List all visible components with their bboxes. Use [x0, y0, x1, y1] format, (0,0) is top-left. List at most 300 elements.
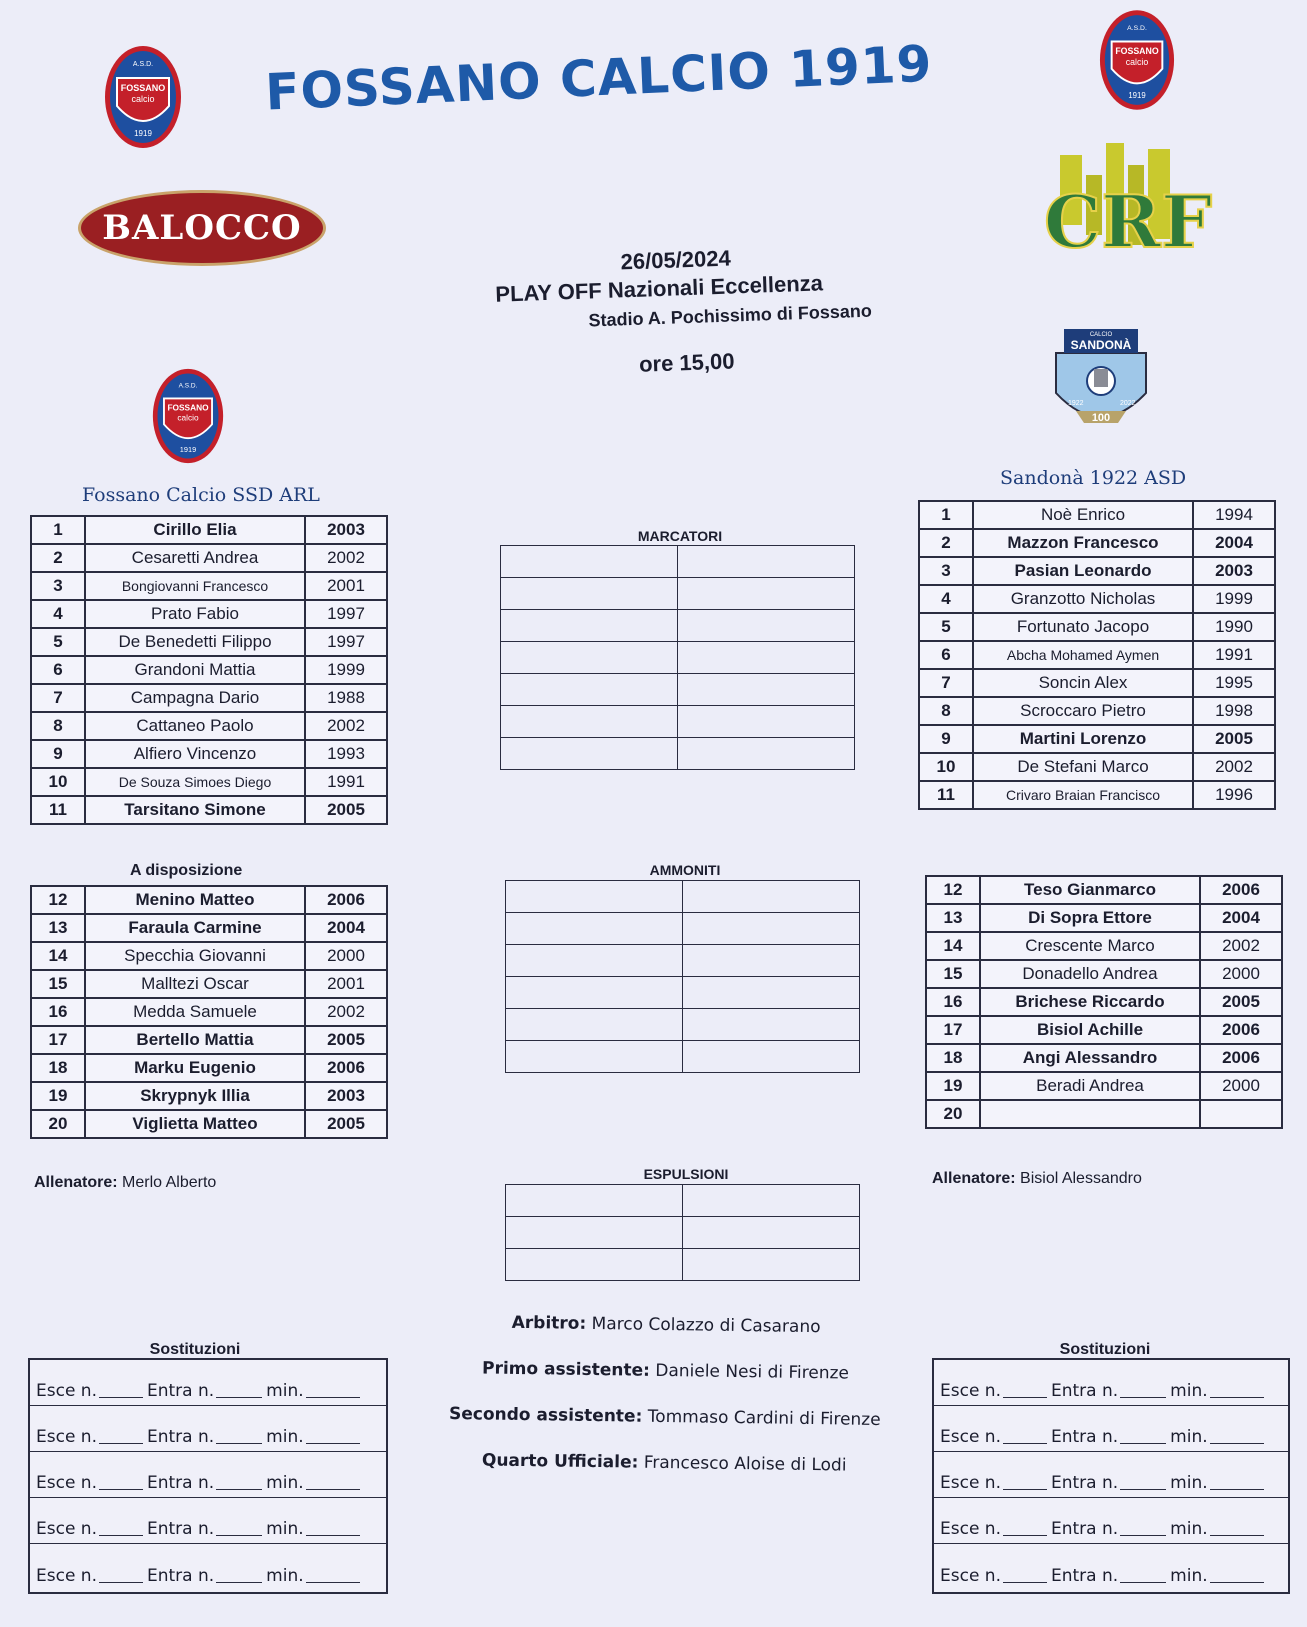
- player-name: Bongiovanni Francesco: [85, 572, 305, 600]
- ammoniti-grid: [505, 880, 860, 1073]
- grid-cell[interactable]: [501, 578, 678, 610]
- player-year: 2002: [1200, 932, 1282, 960]
- player-number: 9: [31, 740, 85, 768]
- grid-cell[interactable]: [678, 642, 855, 674]
- player-name: Tarsitano Simone: [85, 796, 305, 824]
- fill-in-blank[interactable]: [1210, 1581, 1264, 1583]
- player-number: 2: [31, 544, 85, 572]
- player-name: Prato Fabio: [85, 600, 305, 628]
- player-name: Martini Lorenzo: [973, 725, 1193, 753]
- player-number: 19: [31, 1082, 85, 1110]
- fill-in-blank[interactable]: [306, 1396, 360, 1398]
- player-year: 2005: [305, 1110, 387, 1138]
- table-row: [919, 557, 1275, 585]
- home-coach-label: Allenatore:: [34, 1174, 118, 1191]
- grid-cell[interactable]: [678, 674, 855, 706]
- grid-cell[interactable]: [678, 546, 855, 578]
- player-number: 10: [31, 768, 85, 796]
- table-row: [31, 656, 387, 684]
- player-year: 1995: [1193, 669, 1275, 697]
- player-name: Cirillo Elia: [85, 516, 305, 544]
- away-coach-label: Allenatore:: [932, 1170, 1016, 1187]
- player-name: Skrypnyk Illia: [85, 1082, 305, 1110]
- official-name: Francesco Aloise di Lodi: [643, 1452, 847, 1476]
- player-number: 12: [31, 886, 85, 914]
- table-row: [31, 1026, 387, 1054]
- player-number: 18: [926, 1044, 980, 1072]
- player-name: Mazzon Francesco: [973, 529, 1193, 557]
- min-label: min.: [266, 1473, 304, 1493]
- fill-in-blank[interactable]: [1120, 1534, 1166, 1536]
- grid-row: [501, 610, 855, 642]
- player-year: 2006: [305, 886, 387, 914]
- min-label: min.: [266, 1519, 304, 1539]
- fill-in-blank[interactable]: [216, 1581, 262, 1583]
- table-row: [919, 585, 1275, 613]
- grid-row: [506, 1217, 860, 1249]
- player-year: 1996: [1193, 781, 1275, 809]
- player-year: 2001: [305, 572, 387, 600]
- sandona-name: SANDONÀ: [1070, 338, 1132, 352]
- logo-text-bottom: 1919: [179, 445, 197, 455]
- grid-cell[interactable]: [683, 977, 860, 1009]
- player-number: 5: [919, 613, 973, 641]
- official-assistant-2: [405, 1403, 925, 1430]
- player-number: 8: [31, 712, 85, 740]
- grid-cell[interactable]: [501, 546, 678, 578]
- table-row: [31, 970, 387, 998]
- grid-row: [501, 642, 855, 674]
- player-number: 3: [919, 557, 973, 585]
- grid-cell[interactable]: [678, 706, 855, 738]
- grid-cell[interactable]: [501, 706, 678, 738]
- home-coach-name: Merlo Alberto: [122, 1174, 217, 1191]
- table-row: [31, 768, 387, 796]
- min-label: min.: [1170, 1427, 1208, 1447]
- player-number: 7: [31, 684, 85, 712]
- player-year: [1200, 1100, 1282, 1128]
- table-row: [31, 600, 387, 628]
- table-row: [926, 988, 1282, 1016]
- player-number: 16: [926, 988, 980, 1016]
- fill-in-blank[interactable]: [306, 1442, 360, 1444]
- player-number: 19: [926, 1072, 980, 1100]
- player-number: 1: [919, 501, 973, 529]
- player-number: 9: [919, 725, 973, 753]
- home-starters-table: [30, 515, 388, 825]
- grid-cell[interactable]: [501, 738, 678, 770]
- logo-text-bottom: 1919: [134, 129, 152, 138]
- player-year: 2003: [305, 1082, 387, 1110]
- player-year: 1999: [1193, 585, 1275, 613]
- player-name: Grandoni Mattia: [85, 656, 305, 684]
- fossano-logo-top-left: [103, 44, 183, 150]
- grid-row: [506, 977, 860, 1009]
- away-subs-label: Sostituzioni: [1059, 1341, 1151, 1358]
- official-role: Primo assistente:: [481, 1358, 651, 1381]
- table-row: [31, 942, 387, 970]
- entra-label: Entra n.: [1051, 1473, 1119, 1493]
- substitution-row: [30, 1452, 386, 1498]
- fill-in-blank[interactable]: [216, 1534, 262, 1536]
- table-row: [919, 697, 1275, 725]
- fill-in-blank[interactable]: [306, 1488, 360, 1490]
- player-number: 11: [919, 781, 973, 809]
- player-year: 2005: [1193, 725, 1275, 753]
- away-starters-table: [918, 500, 1276, 810]
- player-name: [980, 1100, 1200, 1128]
- player-number: 13: [926, 904, 980, 932]
- esce-label: Esce n.: [36, 1473, 97, 1493]
- espulsioni-grid: [505, 1184, 860, 1281]
- fill-in-blank[interactable]: [1120, 1581, 1166, 1583]
- grid-cell[interactable]: [678, 578, 855, 610]
- official-fourth: [404, 1449, 924, 1476]
- table-row: [31, 886, 387, 914]
- table-row: [31, 684, 387, 712]
- player-number: 20: [926, 1100, 980, 1128]
- grid-cell[interactable]: [506, 1249, 683, 1281]
- fill-in-blank[interactable]: [216, 1442, 262, 1444]
- player-number: 14: [31, 942, 85, 970]
- crf-logo: [1043, 135, 1213, 273]
- player-name: Alfiero Vincenzo: [85, 740, 305, 768]
- esce-label: Esce n.: [36, 1519, 97, 1539]
- grid-cell[interactable]: [683, 1185, 860, 1217]
- fill-in-blank[interactable]: [216, 1396, 262, 1398]
- logo-text-top: A.S.D.: [178, 382, 198, 390]
- player-number: 14: [926, 932, 980, 960]
- player-year: 1988: [305, 684, 387, 712]
- fill-in-blank[interactable]: [306, 1581, 360, 1583]
- player-name: Specchia Giovanni: [85, 942, 305, 970]
- grid-row: [506, 1185, 860, 1217]
- home-coach: [34, 1174, 216, 1192]
- player-year: 2002: [1193, 753, 1275, 781]
- esce-label: Esce n.: [36, 1566, 97, 1586]
- grid-row: [506, 1009, 860, 1041]
- player-year: 2006: [1200, 876, 1282, 904]
- min-label: min.: [1170, 1519, 1208, 1539]
- match-event: PLAY OFF Nazionali Eccellenza: [494, 270, 824, 307]
- grid-cell[interactable]: [501, 610, 678, 642]
- fill-in-blank[interactable]: [306, 1534, 360, 1536]
- page-title: FOSSANO CALCIO 1919: [264, 34, 934, 122]
- min-label: min.: [1170, 1566, 1208, 1586]
- logo-text-line2: calcio: [131, 94, 155, 104]
- fill-in-blank[interactable]: [1003, 1488, 1047, 1490]
- grid-cell[interactable]: [506, 945, 683, 977]
- min-label: min.: [1170, 1473, 1208, 1493]
- grid-row: [506, 945, 860, 977]
- player-name: De Stefani Marco: [973, 753, 1193, 781]
- fossano-logo-home: [151, 367, 225, 465]
- fill-in-blank[interactable]: [1210, 1534, 1264, 1536]
- player-number: 20: [31, 1110, 85, 1138]
- player-name: Noè Enrico: [973, 501, 1193, 529]
- fill-in-blank[interactable]: [99, 1581, 143, 1583]
- logo-text-line1: FOSSANO: [167, 402, 209, 413]
- player-number: 13: [31, 914, 85, 942]
- player-name: De Benedetti Filippo: [85, 628, 305, 656]
- fill-in-blank[interactable]: [1120, 1488, 1166, 1490]
- fill-in-blank[interactable]: [1003, 1442, 1047, 1444]
- fill-in-blank[interactable]: [1120, 1396, 1166, 1398]
- table-row: [919, 725, 1275, 753]
- grid-row: [501, 738, 855, 770]
- grid-row: [501, 546, 855, 578]
- fill-in-blank[interactable]: [1003, 1581, 1047, 1583]
- player-year: 1991: [1193, 641, 1275, 669]
- player-year: 2000: [1200, 1072, 1282, 1100]
- fill-in-blank[interactable]: [1003, 1396, 1047, 1398]
- fill-in-blank[interactable]: [1210, 1488, 1264, 1490]
- player-name: Crivaro Braian Francisco: [973, 781, 1193, 809]
- player-name: Faraula Carmine: [85, 914, 305, 942]
- player-year: 2005: [1200, 988, 1282, 1016]
- logo-text-line1: FOSSANO: [1115, 46, 1159, 57]
- table-row: [926, 1016, 1282, 1044]
- table-row: [919, 641, 1275, 669]
- player-year: 2000: [305, 942, 387, 970]
- match-date: 26/05/2024: [620, 245, 732, 275]
- player-number: 2: [919, 529, 973, 557]
- grid-cell[interactable]: [506, 1185, 683, 1217]
- logo-text-top: A.S.D.: [1127, 24, 1147, 32]
- fill-in-blank[interactable]: [1120, 1442, 1166, 1444]
- grid-cell[interactable]: [683, 1041, 860, 1073]
- home-team-name: Fossano Calcio SSD ARL: [82, 484, 320, 506]
- grid-row: [506, 881, 860, 913]
- grid-cell[interactable]: [683, 945, 860, 977]
- player-number: 6: [31, 656, 85, 684]
- table-row: [926, 904, 1282, 932]
- player-name: Malltezi Oscar: [85, 970, 305, 998]
- substitution-row: [30, 1360, 386, 1406]
- away-coach: [932, 1170, 1142, 1188]
- player-year: 2002: [305, 544, 387, 572]
- fossano-logo-top-right: [1098, 4, 1176, 116]
- player-year: 1998: [1193, 697, 1275, 725]
- esce-label: Esce n.: [36, 1381, 97, 1401]
- player-number: 15: [926, 960, 980, 988]
- substitution-row: [934, 1406, 1288, 1452]
- player-year: 2002: [305, 712, 387, 740]
- official-role: Quarto Ufficiale:: [481, 1450, 639, 1473]
- player-year: 2004: [1193, 529, 1275, 557]
- player-number: 6: [919, 641, 973, 669]
- official-name: Marco Colazzo di Casarano: [591, 1313, 821, 1338]
- player-year: 2004: [305, 914, 387, 942]
- balocco-logo-text: BALOCCO: [102, 208, 302, 248]
- player-name: Pasian Leonardo: [973, 557, 1193, 585]
- fill-in-blank[interactable]: [99, 1442, 143, 1444]
- table-row: [31, 1082, 387, 1110]
- player-number: 17: [926, 1016, 980, 1044]
- player-number: 12: [926, 876, 980, 904]
- grid-row: [501, 578, 855, 610]
- player-name: Medda Samuele: [85, 998, 305, 1026]
- player-number: 5: [31, 628, 85, 656]
- player-year: 1997: [305, 600, 387, 628]
- entra-label: Entra n.: [1051, 1381, 1119, 1401]
- official-role: Secondo assistente:: [448, 1403, 643, 1427]
- player-number: 10: [919, 753, 973, 781]
- balocco-logo: [78, 190, 326, 266]
- entra-label: Entra n.: [147, 1427, 215, 1447]
- grid-cell[interactable]: [683, 1217, 860, 1249]
- logo-text-top: A.S.D.: [132, 61, 154, 68]
- table-row: [926, 1044, 1282, 1072]
- away-coach-name: Bisiol Alessandro: [1020, 1170, 1142, 1187]
- grid-cell[interactable]: [678, 610, 855, 642]
- grid-cell[interactable]: [506, 913, 683, 945]
- home-subs-label: Sostituzioni: [149, 1341, 241, 1358]
- grid-cell[interactable]: [501, 642, 678, 674]
- table-row: [31, 740, 387, 768]
- esce-label: Esce n.: [940, 1473, 1001, 1493]
- player-number: 4: [31, 600, 85, 628]
- table-row: [926, 1072, 1282, 1100]
- grid-row: [506, 1041, 860, 1073]
- esce-label: Esce n.: [940, 1427, 1001, 1447]
- grid-cell[interactable]: [506, 1009, 683, 1041]
- player-number: 3: [31, 572, 85, 600]
- grid-cell[interactable]: [506, 1041, 683, 1073]
- table-row: [919, 753, 1275, 781]
- table-row: [31, 796, 387, 824]
- table-row: [31, 914, 387, 942]
- match-info: [398, 239, 922, 386]
- away-subs-box: [932, 1358, 1290, 1594]
- player-year: 1993: [305, 740, 387, 768]
- player-year: 2001: [305, 970, 387, 998]
- player-year: 1990: [1193, 613, 1275, 641]
- esce-label: Esce n.: [940, 1519, 1001, 1539]
- fill-in-blank[interactable]: [1210, 1396, 1264, 1398]
- player-name: De Souza Simoes Diego: [85, 768, 305, 796]
- table-row: [31, 1054, 387, 1082]
- table-row: [31, 516, 387, 544]
- player-name: Beradi Andrea: [980, 1072, 1200, 1100]
- grid-cell[interactable]: [506, 977, 683, 1009]
- fill-in-blank[interactable]: [1003, 1534, 1047, 1536]
- match-time: ore 15,00: [638, 348, 735, 377]
- player-number: 1: [31, 516, 85, 544]
- table-row: [926, 960, 1282, 988]
- player-number: 4: [919, 585, 973, 613]
- esce-label: Esce n.: [36, 1427, 97, 1447]
- player-year: 2006: [305, 1054, 387, 1082]
- grid-cell[interactable]: [506, 1217, 683, 1249]
- table-row: [31, 572, 387, 600]
- table-row: [31, 1110, 387, 1138]
- grid-cell[interactable]: [683, 881, 860, 913]
- sandona-left: 1922: [1068, 400, 1084, 407]
- entra-label: Entra n.: [147, 1519, 215, 1539]
- table-row: [919, 529, 1275, 557]
- grid-cell[interactable]: [683, 1009, 860, 1041]
- grid-cell[interactable]: [506, 881, 683, 913]
- player-number: 15: [31, 970, 85, 998]
- match-stadium: Stadio A. Pochissimo di Fossano: [588, 300, 873, 331]
- substitution-row: [934, 1360, 1288, 1406]
- marcatori-label: MARCATORI: [637, 528, 723, 544]
- grid-row: [501, 706, 855, 738]
- logo-text-line1: FOSSANO: [120, 83, 166, 93]
- min-label: min.: [266, 1381, 304, 1401]
- marcatori-grid: [500, 545, 855, 770]
- player-year: 2000: [1200, 960, 1282, 988]
- fill-in-blank[interactable]: [99, 1488, 143, 1490]
- fill-in-blank[interactable]: [99, 1396, 143, 1398]
- player-name: Soncin Alex: [973, 669, 1193, 697]
- player-name: Fortunato Jacopo: [973, 613, 1193, 641]
- table-row: [31, 712, 387, 740]
- fill-in-blank[interactable]: [99, 1534, 143, 1536]
- player-year: 1991: [305, 768, 387, 796]
- player-name: Bertello Mattia: [85, 1026, 305, 1054]
- player-number: 17: [31, 1026, 85, 1054]
- table-row: [926, 1100, 1282, 1128]
- grid-cell[interactable]: [683, 913, 860, 945]
- player-name: Di Sopra Ettore: [980, 904, 1200, 932]
- table-row: [31, 628, 387, 656]
- grid-cell[interactable]: [683, 1249, 860, 1281]
- ammoniti-label: AMMONITI: [649, 862, 721, 878]
- espulsioni-label: ESPULSIONI: [643, 1166, 729, 1182]
- table-row: [919, 781, 1275, 809]
- fill-in-blank[interactable]: [1210, 1442, 1264, 1444]
- home-bench-table: [30, 885, 388, 1139]
- official-name: Tommaso Cardini di Firenze: [647, 1406, 881, 1431]
- player-name: Angi Alessandro: [980, 1044, 1200, 1072]
- home-subs-box: [28, 1358, 388, 1594]
- fill-in-blank[interactable]: [216, 1488, 262, 1490]
- away-team-name: Sandonà 1922 ASD: [1000, 467, 1187, 489]
- table-row: [31, 998, 387, 1026]
- crf-logo-text: CRF: [1043, 179, 1213, 264]
- grid-cell[interactable]: [678, 738, 855, 770]
- grid-row: [506, 913, 860, 945]
- player-name: Bisiol Achille: [980, 1016, 1200, 1044]
- grid-cell[interactable]: [501, 674, 678, 706]
- player-name: Cattaneo Paolo: [85, 712, 305, 740]
- table-row: [919, 669, 1275, 697]
- entra-label: Entra n.: [1051, 1427, 1119, 1447]
- player-year: 1994: [1193, 501, 1275, 529]
- player-name: Scroccaro Pietro: [973, 697, 1193, 725]
- official-role: Arbitro:: [511, 1312, 587, 1334]
- sandona-center: 100: [1091, 412, 1111, 424]
- table-row: [919, 613, 1275, 641]
- esce-label: Esce n.: [940, 1381, 1001, 1401]
- table-row: [919, 501, 1275, 529]
- player-name: Menino Matteo: [85, 886, 305, 914]
- substitution-row: [934, 1452, 1288, 1498]
- player-number: 16: [31, 998, 85, 1026]
- table-row: [31, 544, 387, 572]
- sandona-right: 2022: [1120, 400, 1136, 407]
- player-name: Viglietta Matteo: [85, 1110, 305, 1138]
- logo-text-line2: calcio: [177, 412, 199, 423]
- official-name: Daniele Nesi di Firenze: [655, 1360, 850, 1384]
- sandona-top: CALCIO: [1089, 332, 1113, 338]
- official-referee: [406, 1311, 926, 1338]
- substitution-row: [30, 1544, 386, 1590]
- sandona-logo: [1046, 323, 1156, 443]
- official-assistant-1: [405, 1357, 925, 1384]
